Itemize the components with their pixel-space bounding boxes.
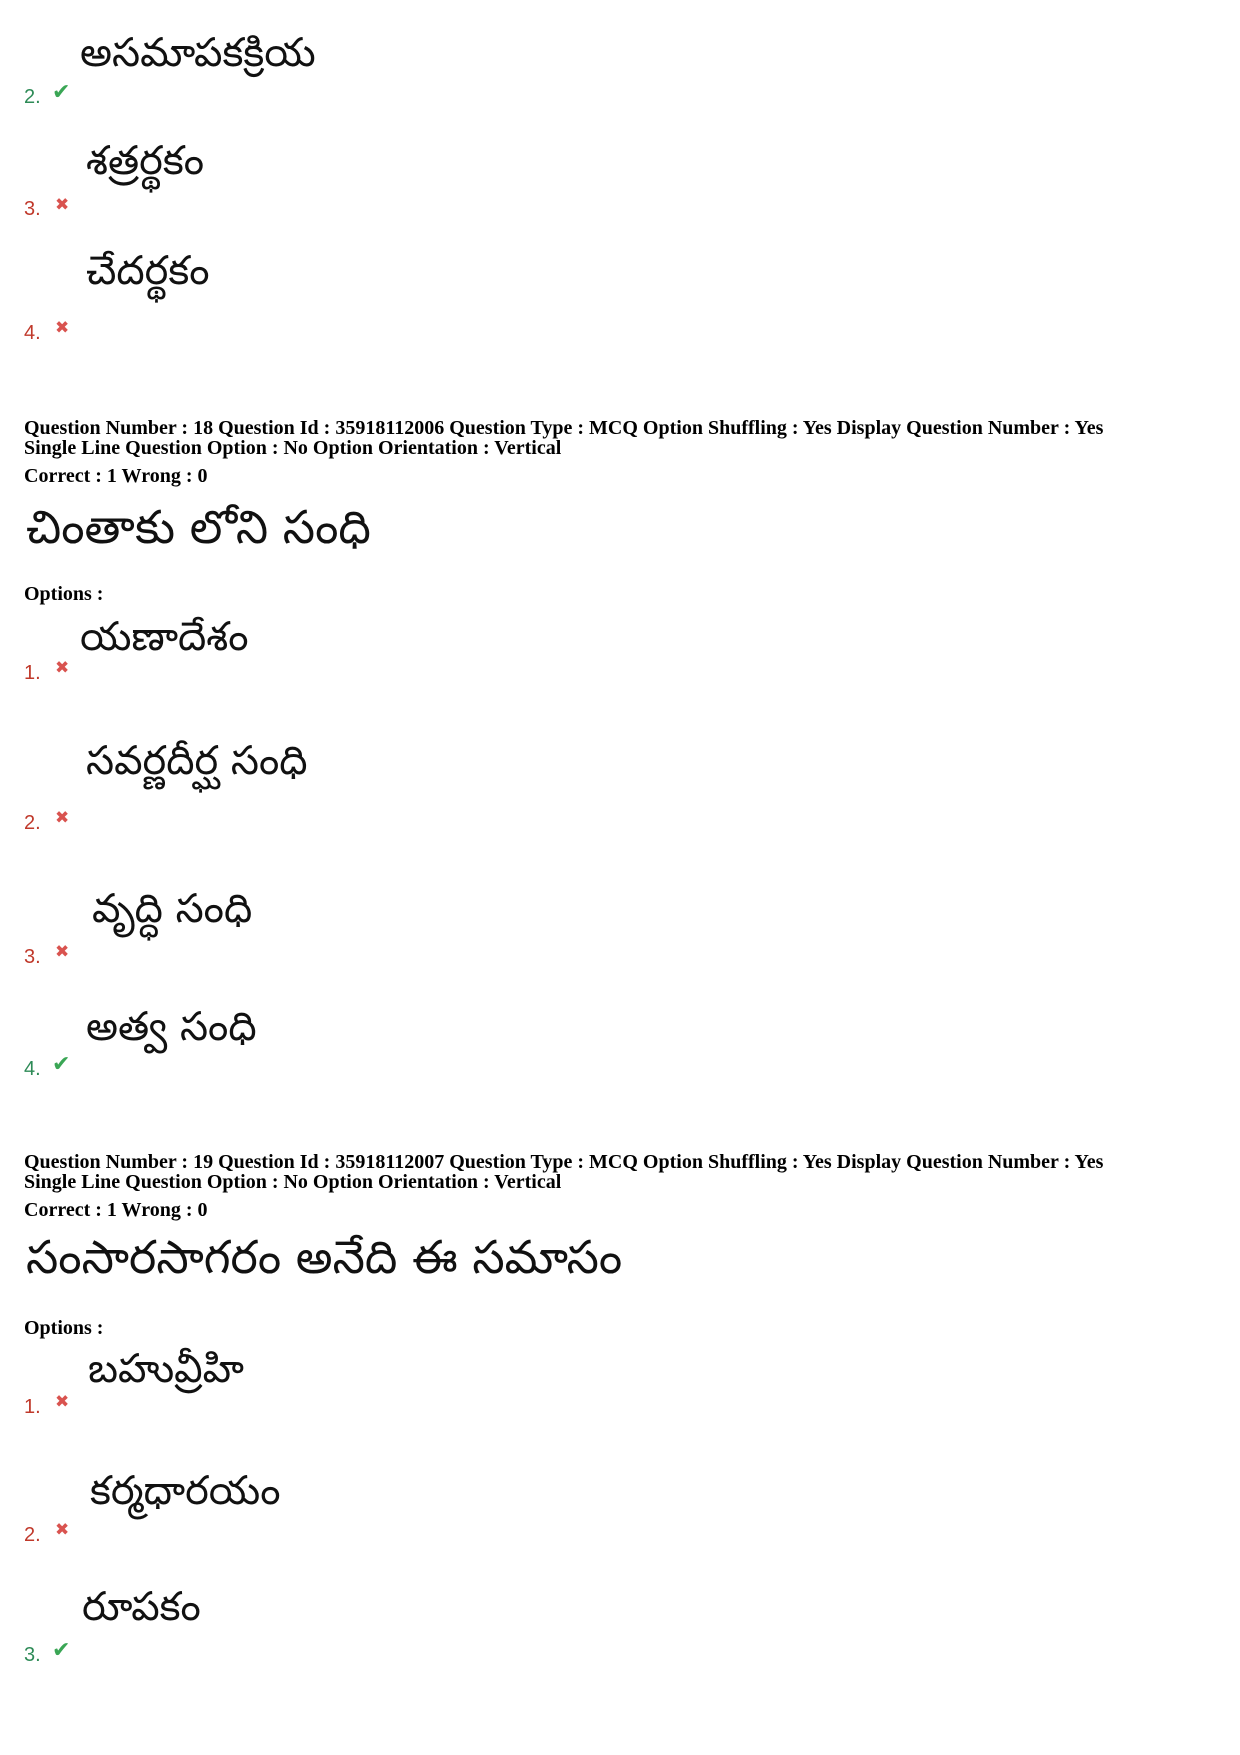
question-marks: Correct : 1 Wrong : 0 [24, 465, 208, 487]
option-number: 3. [24, 946, 41, 968]
question-meta-line1: Question Number : 19 Question Id : 35918112007 Question Type : MCQ Option Shuffling : Yes Display Question Number : Yes [24, 1151, 1104, 1173]
option-number: 2. [24, 86, 41, 108]
cross-icon: ✖ [55, 195, 70, 215]
option-text: వృద్ధి సంధి [92, 886, 253, 932]
question-stem: సంసారసాగరం అనేది ఈ సమాసం [26, 1230, 623, 1284]
question-meta-line2: Single Line Question Option : No Option Orientation : Vertical [24, 437, 562, 459]
question-meta-line2: Single Line Question Option : No Option Orientation : Vertical [24, 1171, 562, 1193]
option-number: 1. [24, 1396, 41, 1418]
question-meta-line1: Question Number : 18 Question Id : 35918112006 Question Type : MCQ Option Shuffling : Yes Display Question Number : Yes [24, 417, 1104, 439]
cross-icon: ✖ [55, 1392, 70, 1412]
cross-icon: ✖ [55, 942, 70, 962]
option-text: సవర్ణదీర్ఘ సంధి [86, 738, 308, 784]
option-number: 3. [24, 1644, 41, 1666]
option-text: అత్వ సంధి [86, 1004, 257, 1050]
options-label: Options : [24, 1317, 104, 1339]
cross-icon: ✖ [55, 1520, 70, 1540]
option-text: రూపకం [82, 1584, 201, 1630]
option-number: 2. [24, 1524, 41, 1546]
option-text: చేదర్థకం [86, 248, 210, 294]
option-number: 2. [24, 812, 41, 834]
option-text: బహువ్రీహి [88, 1346, 244, 1392]
option-text: శత్రర్థకం [86, 138, 204, 184]
option-text: యణాదేశం [80, 614, 249, 660]
option-text: కర్మధారయం [90, 1468, 281, 1514]
option-number: 1. [24, 662, 41, 684]
question-marks: Correct : 1 Wrong : 0 [24, 1199, 208, 1221]
cross-icon: ✖ [55, 808, 70, 828]
cross-icon: ✖ [55, 318, 70, 338]
option-number: 3. [24, 198, 41, 220]
option-text: అసమాపకక్రియ [80, 30, 316, 76]
option-number: 4. [24, 322, 41, 344]
checkmark-icon: ✔ [52, 1052, 71, 1077]
options-label: Options : [24, 583, 104, 605]
question-stem: చింతాకు లోని సంధి [26, 500, 371, 554]
checkmark-icon: ✔ [52, 1638, 71, 1663]
option-number: 4. [24, 1058, 41, 1080]
checkmark-icon: ✔ [52, 80, 71, 105]
cross-icon: ✖ [55, 658, 70, 678]
